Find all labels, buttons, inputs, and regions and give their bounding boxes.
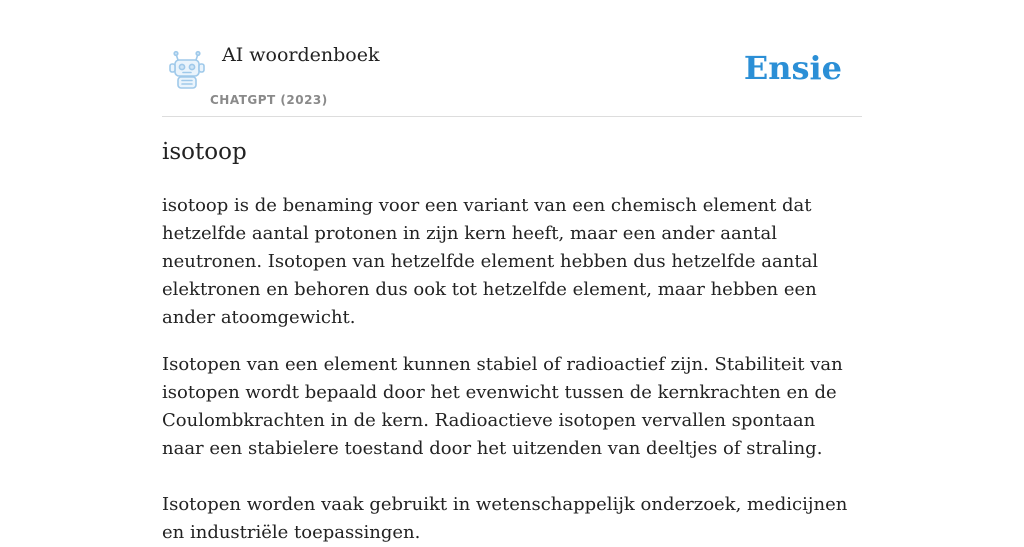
entry-term: isotoop [162,139,247,165]
robot-icon [166,50,208,90]
entry-paragraph: isotoop is de benaming voor een variant van een chemisch element dat hetzelfde aantal protonen in zijn kern heeft, maar een ander aantal neutronen. Isotopen van hetzelfde element hebben dus hetzelfde aantal elektronen en behoren dus ook tot hetzelfde element, maar hebben een ander atoomgewicht. [162,195,819,328]
source-title[interactable]: AI woordenboek [222,44,380,66]
source-subtitle: CHATGPT (2023) [210,93,328,107]
brand-logo[interactable]: Ensie [743,49,842,87]
header [162,0,862,117]
entry-paragraph: Isotopen van een element kunnen stabiel of radioactief zijn. Stabiliteit van isotopen wordt bepaald door het evenwicht tussen de kernkrachten en de Coulombkrachten in de kern. Radioactieve isotopen vervallen spontaan naar een stabielere toestand door het uitzenden van deeltjes of straling. [162,354,843,459]
entry-body [162,192,862,547]
entry-paragraph: Isotopen worden vaak gebruikt in wetenschappelijk onderzoek, medicijnen en industriële toepassingen. [162,494,848,543]
